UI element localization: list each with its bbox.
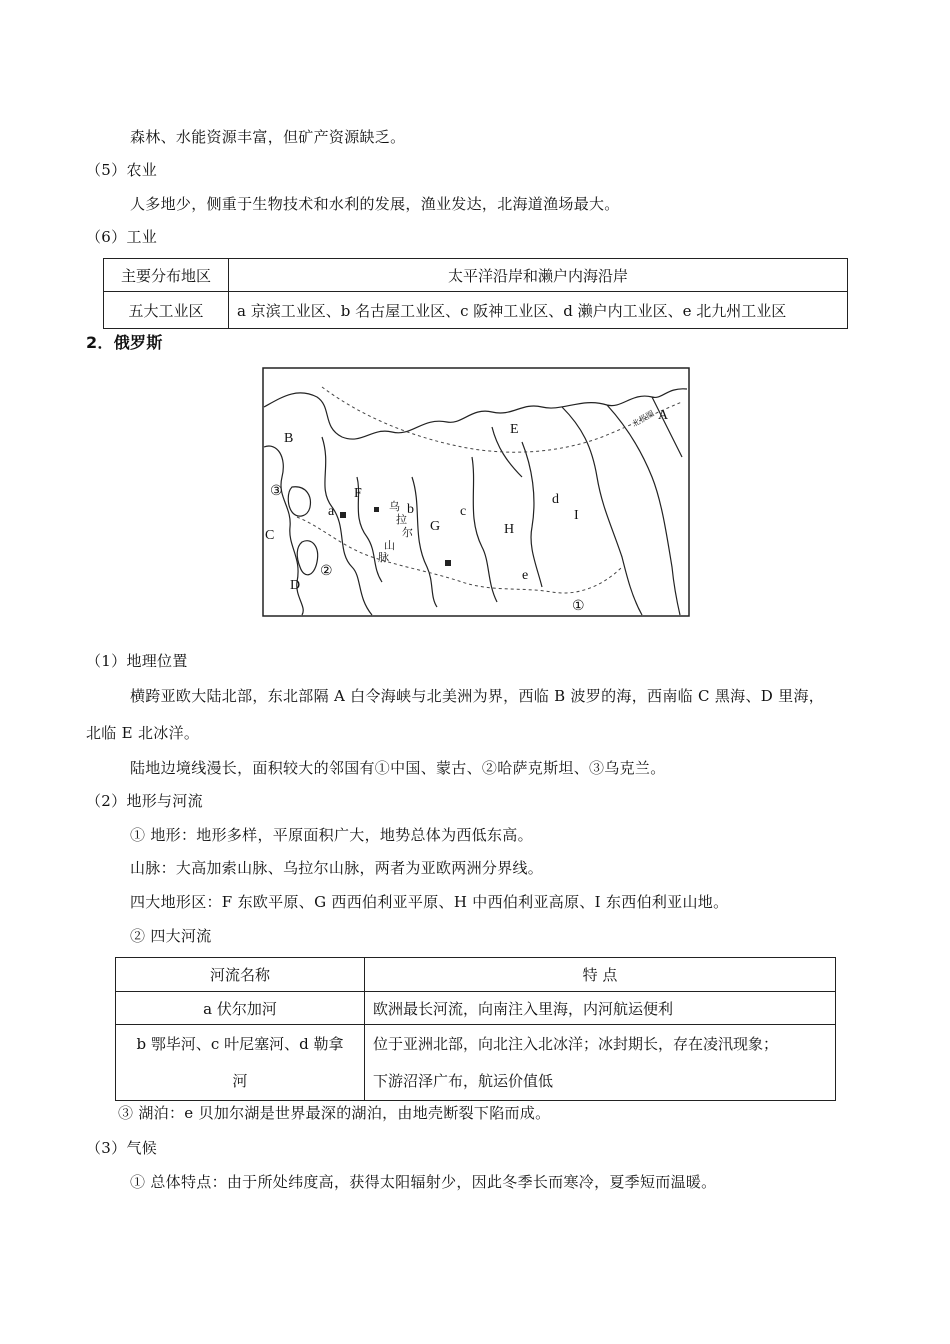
- table-cell: [116, 1025, 365, 1101]
- cell-line: 下游沼泽广布，航运价值低: [373, 1071, 554, 1090]
- section-location: （1）地理位置: [86, 652, 188, 670]
- text-mountains: 山脉：大高加索山脉、乌拉尔山脉，两者为亚欧两洲分界线。: [130, 859, 544, 877]
- river-table: [115, 957, 836, 1101]
- table-cell: 河流名称: [116, 958, 365, 992]
- table-row: [104, 259, 848, 292]
- map-label-a: a: [328, 504, 335, 519]
- table-cell: 五大工业区: [104, 292, 229, 329]
- map-label-c: c: [460, 504, 467, 519]
- map-label-3: ③: [270, 484, 283, 499]
- city-marker: [445, 560, 451, 566]
- map-label-E: E: [510, 422, 519, 437]
- heading-russia: 2．俄罗斯: [86, 333, 163, 352]
- table-row: [116, 958, 836, 992]
- map-label-arctic-circle: 北极圈: [630, 408, 656, 429]
- table-row: [116, 992, 836, 1025]
- section-terrain-rivers: （2）地形与河流: [86, 792, 203, 810]
- russia-map: [262, 367, 690, 617]
- map-label-mountain: 山: [384, 540, 395, 552]
- map-label-F: F: [354, 486, 362, 501]
- section-industry: （6）工业: [86, 228, 158, 246]
- text-forest-resources: 森林、水能资源丰富，但矿产资源缺乏。: [130, 128, 406, 146]
- text-four-rivers: ② 四大河流: [130, 927, 212, 945]
- map-label-A: A: [658, 408, 669, 423]
- table-cell: 特 点: [365, 958, 836, 992]
- map-label-G: G: [430, 519, 441, 534]
- table-cell: [365, 1025, 836, 1101]
- text-regions: 四大地形区：F 东欧平原、G 西西伯利亚平原、H 中西伯利亚高原、I 东西伯利亚山地。: [130, 893, 729, 911]
- map-label-e: e: [522, 568, 529, 583]
- map-label-1: ①: [572, 599, 585, 614]
- cell-line: b 鄂毕河、c 叶尼塞河、d 勒拿: [136, 1034, 344, 1053]
- table-row: [104, 292, 848, 329]
- map-label-mountain: 尔: [402, 527, 413, 539]
- map-label-mountain: 拉: [396, 514, 407, 526]
- map-label-d: d: [552, 492, 559, 507]
- text-climate: ① 总体特点：由于所处纬度高，获得太阳辐射少，因此冬季长而寒冷，夏季短而温暖。: [130, 1173, 717, 1191]
- map-label-2: ②: [320, 564, 333, 579]
- industry-table: [103, 258, 848, 329]
- map-label-C: C: [265, 528, 275, 543]
- text-agriculture: 人多地少，侧重于生物技术和水利的发展，渔业发达，北海道渔场最大。: [130, 195, 620, 213]
- map-label-mountain: 脉: [378, 552, 389, 564]
- table-cell: 主要分布地区: [104, 259, 229, 292]
- city-marker: [340, 512, 346, 518]
- table-cell: 欧洲最长河流，向南注入里海，内河航运便利: [365, 992, 836, 1025]
- cell-line: 河: [232, 1071, 248, 1090]
- map-label-D: D: [290, 578, 301, 593]
- table-cell: a 伏尔加河: [116, 992, 365, 1025]
- text-location-2: 北临 E 北冰洋。: [86, 724, 200, 742]
- city-marker: [374, 507, 379, 512]
- text-neighbors: 陆地边境线漫长，面积较大的邻国有①中国、蒙古、②哈萨克斯坦、③乌克兰。: [130, 759, 666, 777]
- table-row: [116, 1025, 836, 1101]
- text-terrain: ① 地形：地形多样，平原面积广大，地势总体为西低东高。: [130, 826, 533, 844]
- text-location-1: 横跨亚欧大陆北部，东北部隔 A 白令海峡与北美洲为界，西临 B 波罗的海，西南临 C 黑海、D 里海，: [130, 687, 825, 705]
- map-label-B: B: [284, 431, 294, 446]
- map-label-mountain: 乌: [389, 501, 400, 513]
- section-agriculture: （5）农业: [86, 161, 158, 179]
- map-label-b: b: [407, 502, 414, 517]
- section-climate: （3）气候: [86, 1139, 158, 1157]
- table-cell: 太平洋沿岸和濑户内海沿岸: [229, 259, 848, 292]
- text-lake: ③ 湖泊：e 贝加尔湖是世界最深的湖泊，由地壳断裂下陷而成。: [118, 1104, 551, 1122]
- table-cell: a 京滨工业区、b 名古屋工业区、c 阪神工业区、d 濑户内工业区、e 北九州工业区: [229, 292, 848, 329]
- map-label-I: I: [574, 508, 579, 523]
- cell-line: 位于亚洲北部，向北注入北冰洋；冰封期长，存在凌汛现象；: [373, 1034, 779, 1053]
- map-label-H: H: [504, 522, 515, 537]
